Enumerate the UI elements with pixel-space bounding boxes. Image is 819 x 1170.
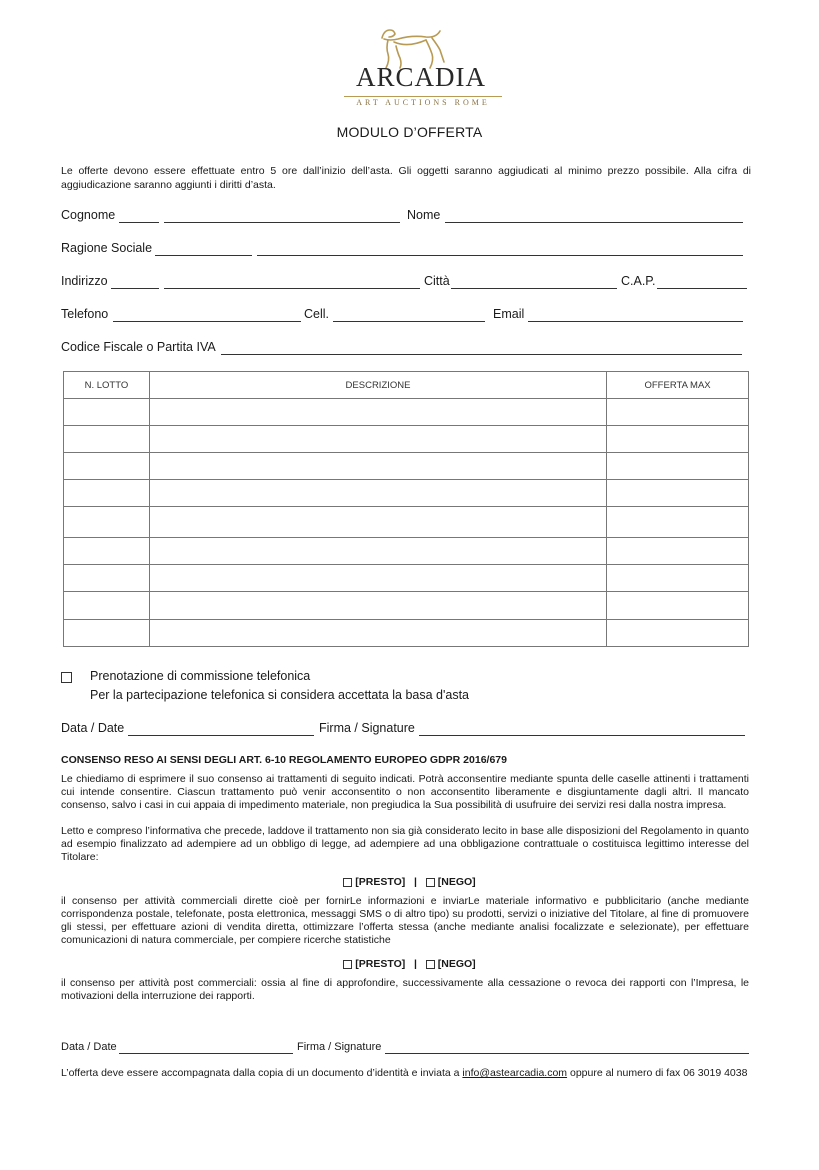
phone-booking-label: Prenotazione di commissione telefonica [90,669,311,683]
telefono-field[interactable] [113,321,301,322]
lotto-cell[interactable] [64,538,150,565]
descrizione-cell[interactable] [149,507,606,538]
nome-label: Nome [407,208,441,222]
row-codice-fiscale [61,340,751,360]
date-field[interactable] [128,735,314,736]
table-row [64,507,749,538]
email-field[interactable] [528,321,743,322]
cognome-field-a[interactable] [119,222,159,223]
date-label-2: Data / Date [61,1041,117,1053]
cognome-field-b[interactable] [164,222,400,223]
cap-label: C.A.P. [621,274,656,288]
ragione-sociale-label: Ragione Sociale [61,241,153,255]
cell-label: Cell. [304,307,330,321]
table-row [64,538,749,565]
logo-divider [344,96,502,97]
consent-text-1: il consenso per attività commerciali dirette cioè per fornirLe informazioni e inviarLe materiale informativo e pubblicitario (anche mediante corrispondenza postale, telefonate, posta elettronica, messaggi SMS o di altro tipo) su prodotti, servizi o iniziative del Titolare, al fine di promuovere gli stessi, per effettuare azioni di vendita diretta, ottimizzare l’offerta stessa (anche mediante analisi focalizzate e selezionate), per effettuare comunicazioni di natura commerciale, per compiere ricerche statistiche [61,895,749,946]
signature-label-2: Firma / Signature [297,1041,382,1053]
lotto-cell[interactable] [64,565,150,592]
gdpr-paragraph-1: Le chiediamo di esprimere il suo consenso ai trattamenti di seguito indicati. Potrà acconsentire mediante spunta delle caselle attinenti i trattamenti cui intende consentire. Ciascun trattamento può venir acconsentito o non acconsentito liberamente e disgiuntamente dagli altri. Il mancato consenso, salvo i casi in cui appaia di impedimento materiale, non pregiudica la Sua possibilità di usufruire dei servizi resi dalla nostra impresa. [61,773,749,811]
row-ragione-sociale [61,241,751,261]
footer-note [61,1067,751,1080]
nego-label-1: [NEGO] [437,876,476,888]
nome-field[interactable] [445,222,743,223]
consent-text-2: il consenso per attività post commerciali: ossia al fine di approfondire, successivamente alla cessazione o revoca dei rapporti con l’Impresa, le motivazioni della interruzione dei rapporti. [61,977,749,1002]
table-row [64,592,749,620]
descrizione-cell[interactable] [149,399,606,426]
lotto-cell[interactable] [64,592,150,620]
presto-checkbox-2[interactable] [343,960,352,969]
lotto-cell[interactable] [64,426,150,453]
presto-label-1: [PRESTO] [355,876,406,888]
header-offerta-max: OFFERTA MAX [607,372,749,399]
table-row [64,399,749,426]
cell-field[interactable] [333,321,485,322]
descrizione-cell[interactable] [149,592,606,620]
row-telefono [61,307,751,327]
lotto-cell[interactable] [64,620,150,647]
offerta-cell[interactable] [607,426,749,453]
offerta-cell[interactable] [607,507,749,538]
offerta-cell[interactable] [607,480,749,507]
signature-field[interactable] [419,735,745,736]
phone-booking-checkbox[interactable] [61,672,72,683]
cognome-label: Cognome [61,208,116,222]
gdpr-title: CONSENSO RESO AI SENSI DEGLI ART. 6-10 REGOLAMENTO EUROPEO GDPR 2016/679 [61,754,507,766]
indirizzo-field-a[interactable] [111,288,159,289]
descrizione-cell[interactable] [149,565,606,592]
footer-text-before: L’offerta deve essere accompagnata dalla copia di un documento d’identità e inviata a [61,1067,463,1079]
phone-booking-note: Per la partecipazione telefonica si considera accettata la basa d'asta [90,688,470,702]
email-link[interactable]: info@astearcadia.com [462,1067,568,1079]
codice-fiscale-label: Codice Fiscale o Partita IVA [61,340,216,354]
footer-text-after: oppure al numero di fax 06 3019 4038 [567,1067,748,1079]
gdpr-paragraph-2: Letto e compreso l’informativa che precede, laddove il trattamento non sia già considerato lecito in base alle disposizioni del Regolamento in quanto ad esempio finalizzato ad adempiere ad un obbligo di legge, ad adempiere ad una obbligazione contrattuale o costituisca legittimo interesse del Titolare: [61,825,749,863]
date-label: Data / Date [61,721,125,735]
email-label: Email [493,307,525,321]
date-field-2[interactable] [119,1053,293,1054]
lotto-cell[interactable] [64,507,150,538]
ragione-sociale-field-b[interactable] [257,255,743,256]
offerta-cell[interactable] [607,453,749,480]
lotto-cell[interactable] [64,453,150,480]
citta-field[interactable] [451,288,617,289]
offerta-cell[interactable] [607,592,749,620]
offerta-cell[interactable] [607,538,749,565]
descrizione-cell[interactable] [149,426,606,453]
consent-choice-2 [0,958,819,970]
choice-separator-2: | [414,958,417,970]
descrizione-cell[interactable] [149,538,606,565]
lotto-cell[interactable] [64,480,150,507]
logo-subtitle: ART AUCTIONS ROME [356,98,490,107]
lotto-cell[interactable] [64,399,150,426]
signature-label: Firma / Signature [319,721,415,735]
table-row [64,480,749,507]
table-row [64,453,749,480]
intro-text: Le offerte devono essere effettuate entro 5 ore dall’inizio dell’asta. Gli oggetti saranno aggiudicati al minimo prezzo possibile. Alla cifra di aggiudicazione saranno aggiunti i diritti d’asta. [61,165,751,191]
offerta-cell[interactable] [607,565,749,592]
header-lotto: N. LOTTO [64,372,150,399]
signature-row-1 [61,721,751,741]
descrizione-cell[interactable] [149,480,606,507]
presto-label-2: [PRESTO] [355,958,406,970]
nego-checkbox-1[interactable] [426,878,435,887]
phone-booking-row [61,669,311,684]
presto-checkbox-1[interactable] [343,878,352,887]
descrizione-cell[interactable] [149,620,606,647]
cap-field[interactable] [657,288,747,289]
nego-label-2: [NEGO] [437,958,476,970]
descrizione-cell[interactable] [149,453,606,480]
row-cognome-nome [61,208,751,228]
consent-choice-1 [0,876,819,888]
telefono-label: Telefono [61,307,109,321]
lots-table [63,371,749,647]
table-row [64,565,749,592]
indirizzo-field-b[interactable] [164,288,420,289]
offerta-cell[interactable] [607,620,749,647]
table-row [64,426,749,453]
row-indirizzo [61,274,751,294]
codice-fiscale-field[interactable] [221,354,742,355]
ragione-sociale-field-a[interactable] [155,255,252,256]
signature-row-2 [61,1041,751,1061]
offerta-cell[interactable] [607,399,749,426]
signature-field-2[interactable] [385,1053,749,1054]
indirizzo-label: Indirizzo [61,274,108,288]
table-header-row [64,372,749,399]
nego-checkbox-2[interactable] [426,960,435,969]
citta-label: Città [424,274,450,288]
page-title: MODULO D’OFFERTA [336,124,483,140]
table-row [64,620,749,647]
choice-separator-1: | [414,876,417,888]
logo-wordmark: ARCADIA [355,62,486,92]
header-descrizione: DESCRIZIONE [149,372,606,399]
